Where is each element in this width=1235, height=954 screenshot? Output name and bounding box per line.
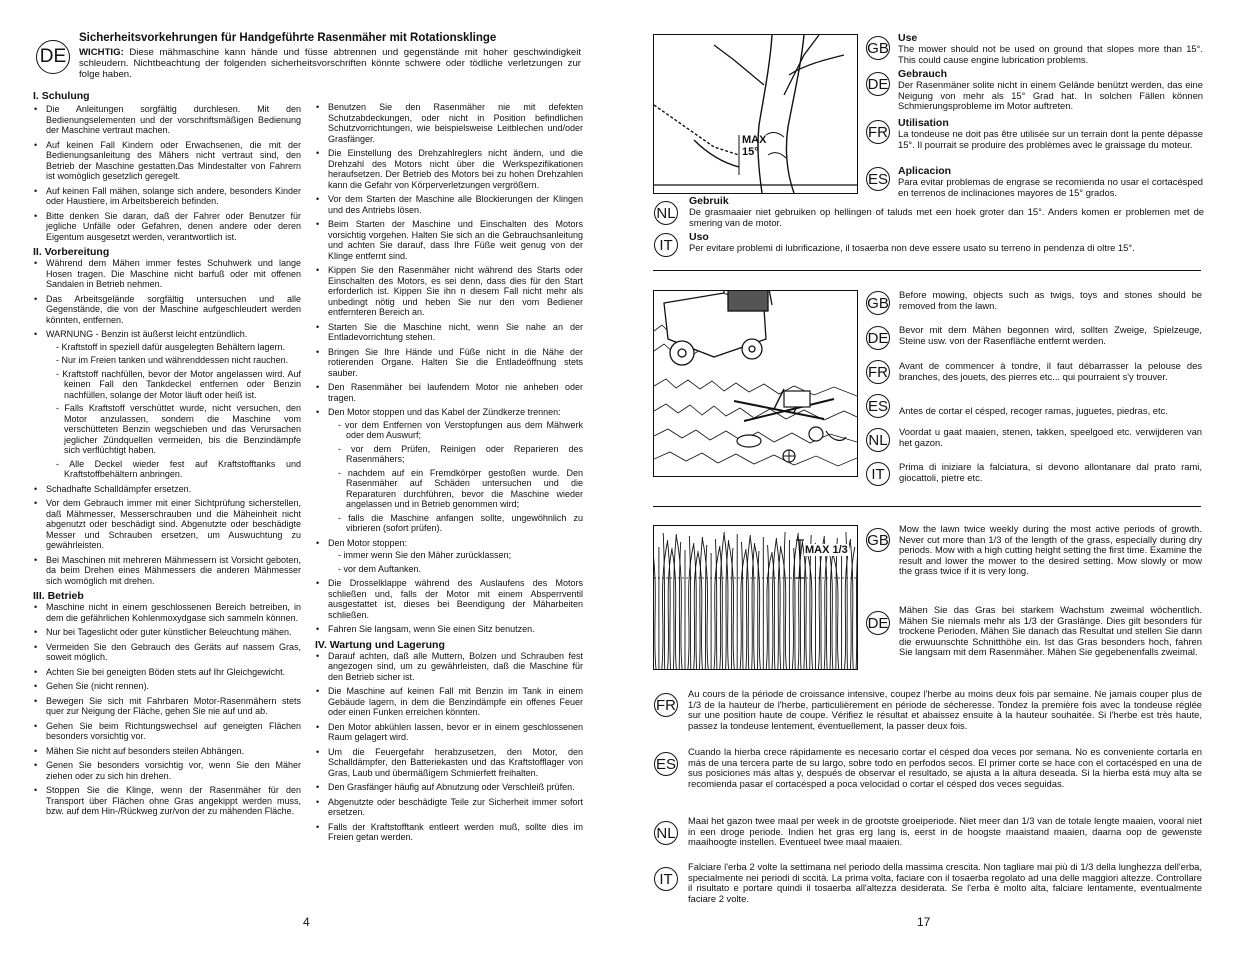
language-badge-gb: GB: [866, 291, 890, 315]
slope-heading: Aplicacion: [898, 165, 952, 177]
language-badge-de: DE: [866, 611, 890, 635]
sub-item: - Kraftstoff in speziell dafür ausgelegten Behältern lagern.: [56, 341, 285, 352]
sub-item: - Nur im Freien tanken und währenddessen nicht rauchen.: [56, 355, 289, 365]
warning-label: WICHTIG:: [79, 47, 124, 58]
language-badge-fr: FR: [866, 120, 890, 144]
clear-lawn-text-fr: Avant de commencer à tondre, il faut débarrasser la pelouse des branches, des jouets, des pierres etc... qui pourraient s'y trouver.: [899, 360, 1202, 382]
section-heading-schulung: I. Schulung: [33, 90, 90, 102]
slope-block-nl: [689, 196, 1204, 228]
list-item: • Auf keinen Fall mähen, solange sich andere, besonders Kinder oder Haustiere, im Arbeitsbereich befinden.: [33, 186, 301, 207]
list-item: • Bewegen Sie sich mit Fahrbaren Motor-Rasenmähern stets quer zur Neigung der Fläche, gehen Sie nie auf und ab.: [33, 696, 301, 717]
list-item: • Kippen Sie den Rasenmäher nicht während des Starts oder Einschalten des Motors, es sei denn, dass dies für den Start erforderlich ist. Kippen Sie ihn n diesem Fall nicht mehr als unbedingt nötig und heben Sie nur den vom Bediener entfernteren Bereich an.: [315, 265, 583, 318]
list-item: • Darauf achten, daß alle Muttern, Bolzen und Schrauben fest angezogen sind, um zu gewährleisten, daß die Maschine für den Betrieb sicher ist.: [315, 651, 583, 683]
list-item: • Falls der Kraftstofftank entleert werden muß, sollte dies im Freien getan werden.: [315, 822, 583, 843]
clear-lawn-text-it: Prima di iniziare la falciatura, si devono allontanare dal prato rami, giocattoli, pietre etc.: [899, 461, 1202, 483]
list-item: [33, 329, 301, 480]
list-item-text: Den Motor stoppen und das Kabel der Zündkerze trennen:: [328, 407, 561, 417]
tree-on-slope-icon: [654, 35, 857, 193]
list-item: • Den Motor abkühlen lassen, bevor er in einem geschlossenen Raum gelagert wird.: [315, 722, 583, 743]
trennen-sublist: [328, 420, 583, 534]
list-item: • Vor dem Starten der Maschine alle Blockierungen der Klingen und des Antriebs lösen.: [315, 194, 583, 215]
list-item: • Beim Starten der Maschine und Einschalten des Motors vorsichtig vorgehen. Halten Sie sich an die Gebrauchsanleitung und achten Sie darauf, dass Ihre Füße weit genug von der Klinge entfernt sind.: [315, 219, 583, 261]
slope-heading: Uso: [689, 231, 709, 243]
list-item: • Maschine nicht in einem geschlossenen Bereich betreiben, in dem die gefährlichen Kohlenmoxydgase sich sammeln können.: [33, 602, 301, 623]
list-item: [315, 407, 583, 534]
page-title: Sicherheitsvorkehrungen für Handgeführte Rasenmäher mit Rotationsklinge: [79, 32, 497, 44]
warning-text: Diese mähmaschine kann hände und füsse abtrennen und gegenstände mit hoher geschwindigkeit schleudern. Nichtbeachtung der folgenden sicherheitsvorschriften könnte schwere oder tödliche verletzungen zur folge haben.: [79, 47, 581, 80]
language-badge-fr: FR: [866, 360, 890, 384]
slope-text: Der Rasenmäner solite nicht in einem Gelände benützt werden, das eine Neigung von mehr als 15° Grad hat. In solchen Fällen können Schmierungsprobleme im Motor auftreten.: [898, 79, 1203, 112]
section-heading-betrieb: III. Betrieb: [33, 590, 84, 602]
list-item: • Vor dem Gebrauch immer mit einer Sichtprüfung sicherstellen, daß Mähmesser, Messerschrauben und die Mäheinheit nicht abgenutzt oder beschädigt sind. Abgenutzte oder beschädigte Messer und Schrauben ersetzen, um Auswuchtung zu gewährleisten.: [33, 498, 301, 551]
left-column-2: [315, 102, 583, 847]
clear-lawn-text-gb: Before mowing, objects such as twigs, toys and stones should be removed from the lawn.: [899, 289, 1202, 311]
list-item: • Die Einstellung des Drehzahlreglers nicht ändern, und die Drehzahl des Motors nicht über die Werkspezifikationen heraufsetzen. Der Betrieb des Motors bei zu hohen Drehzahlen kann die Gefahr von Körperverletzungen vergrößern.: [315, 148, 583, 190]
wartung-list: [315, 651, 583, 843]
language-badge-es: ES: [866, 167, 890, 191]
mow-text-it: Falciare l'erba 2 volte la settimana nel periodo della massima crescita. Non tagliare mai più di 1/3 della lunghezza dell'erba, specialmente nei periodi di sccità. La prima volta, faciare con il tosaerba regolato ad una delle maggiori altezze. Controllare il risultato e portare quindi il tosaerba all'altezza desiderata. Se l'erba è molto alta, falciare lentamente, eventualmente faciare 2 volte.: [688, 861, 1202, 904]
section-divider: [653, 270, 1201, 271]
list-item: • Gehen Sie (nicht rennen).: [33, 681, 301, 692]
mow-text-es: Cuando la hierba crece rápidamente es necesario cortar el césped doa veces por semana. No es conveniente cortarla en más de una tercera parte de su largo, sobre todo en perfodos secos. El primer corte se hace con el cortacésped en una de sus posiciones más altas y, después de observar el resultado, se ajusta a la altura deseada. Si la hierba está muy alta se recomienda pasar el cortacésped a poca velocidad o cortar el césped dos veces seguidas.: [688, 746, 1202, 789]
max-cut-label: MAX 1/3: [805, 544, 848, 556]
mow-text-gb: Mow the lawn twice weekly during the most active periods of growth. Never cut more than 1/3 of the length of the grass, especially during dry periods. Mow with a high cutting height setting the first time. Examine the result and lower the mower to the desired setting. Mow slowly or mow the grass twice if it is very long.: [899, 523, 1202, 577]
sub-item: - immer wenn Sie den Mäher zurücklassen;: [338, 550, 512, 560]
page-number-left: 4: [303, 915, 310, 929]
language-badge-es: ES: [654, 752, 678, 776]
list-item: • Nur bei Tageslicht oder guter künstlicher Beleuchtung mähen.: [33, 627, 301, 638]
grass-height-illustration: [653, 525, 858, 670]
lawn-objects-illustration: [653, 290, 858, 477]
mower-with-toys-icon: [654, 291, 857, 476]
section-divider: [653, 506, 1201, 507]
schulung-list: [33, 104, 301, 242]
list-item: • Mähen Sie nicht auf besonders steilen Abhängen.: [33, 746, 301, 757]
slope-block-es: [898, 166, 1203, 198]
sub-item: - Falls Kraftstoff verschüttet wurde, nicht versuchen, den Motor anzulassen, sondern die Maschine vom verschütteten Benzin wegschieben und das Verursachen jeglicher Zündquellen vermeiden, bis die Benzindämpfe sich verflüchtigt haben.: [56, 403, 301, 455]
mow-text-nl: Maai het gazon twee maal per week in de grootste groeiperiode. Niet meer dan 1/3 van de totale lengte maaien, vooral niet in een droge periode. Indien het gras erg lang is, eerst in de hoogste maaistand maaien, daarna oop de gewenste maaihoogte instellen. Eventueel twee maal maaien.: [688, 815, 1202, 848]
list-item: • Fahren Sie langsam, wenn Sie einen Sitz benutzen.: [315, 624, 583, 635]
slope-heading: Gebruik: [689, 195, 729, 207]
sub-item: - vor dem Auftanken.: [338, 563, 422, 574]
benzin-sublist: [46, 342, 301, 480]
list-item: • Den Grasfänger häufig auf Abnutzung oder Verschleiß prüfen.: [315, 782, 583, 793]
language-badge-de: DE: [36, 40, 70, 74]
slope-block-gb: [898, 33, 1203, 65]
list-item: • Achten Sie bei geneigten Böden stets auf Ihr Gleichgewicht.: [33, 667, 301, 678]
list-item: • Stoppen Sie die Klinge, wenn der Rasenmäher für den Transport über Flächen ohne Gras angekippt werden muss, bzw. auf dem Hin-/Rückweg zur/von der zu mähenden Fläche.: [33, 785, 301, 817]
slope-block-fr: [898, 118, 1203, 150]
list-item: [315, 538, 583, 575]
slope-heading: Utilisation: [898, 117, 949, 129]
sub-item: - vor dem Entfernen von Verstopfungen aus dem Mähwerk oder dem Auswurf;: [338, 419, 583, 440]
list-item: • Bitte denken Sie daran, daß der Fahrer oder Benutzer für jegliche Unfälle oder Gefahren, denen andere oder deren Eigentum ausgesetzt werden, verantwortlich ist.: [33, 211, 301, 243]
language-badge-nl: NL: [866, 428, 890, 452]
slope-text: Per evitare problemi di lubrificazione, il tosaerba non deve essere usato su terreno in pendenza di oltre 15°.: [689, 242, 1135, 253]
sub-item: - Kraftstoff nachfüllen, bevor der Motor angelassen wird. Auf keinen Fall den Tankdeckel entfernen oder Benzin nachfüllen, solange der Motor läuft oder heiß ist.: [56, 368, 301, 400]
list-item: • Die Drosselklappe während des Auslaufens des Motors schließen und, falls der Motor mit einem Absperrventil ausgestattet ist, dieses bei Beendigung der Mäharbeiten schließen.: [315, 578, 583, 620]
list-item: • Genen Sie besonders vorsichtig vor, wenn Sie den Mäher ziehen oder zu sich hin drehen.: [33, 760, 301, 781]
list-item: • Die Maschine auf keinen Fall mit Benzin im Tank in einem Gebäude lagern, in dem die Benzindämpfe ein offenes Feuer oder einen Funken erreichen könnten.: [315, 686, 583, 718]
mow-text-fr: Au cours de la période de croissance intensive, coupez l'herbe au moins deux fois par semaine. Ne jamais couper plus de 1/3 de la hauteur de l'herbe, particulièrement en période de sécheresse. Tondez la première fois avec la tondeuse réglée sur une position haute de coupe. Vérifiez le résultat et abaissez ensuite à la hauteur souhaitée. Si l'herbe est très haute, passez la tondeuse lentement, éventuellement, la passer deux fois.: [688, 688, 1202, 731]
sub-item: - vor dem Prüfen, Reinigen oder Reparieren des Rasenmähers;: [338, 443, 583, 464]
slope-text: Para evitar problemas de engrase se recomienda no usar el cortacésped en terrenos de inclinaciones mayores de 15° grados.: [898, 176, 1203, 198]
language-badge-it: IT: [654, 233, 678, 257]
betrieb-list-col1: [33, 602, 301, 817]
language-badge-gb: GB: [866, 528, 890, 552]
max-slope-label: MAX 15°: [742, 134, 767, 158]
slope-heading: Gebrauch: [898, 68, 948, 80]
slope-block-it: [689, 232, 1204, 254]
language-badge-nl: NL: [654, 201, 678, 225]
clear-lawn-text-nl: Voordat u gaat maaien, stenen, takken, speelgoed etc. verwijderen van het gazon.: [899, 426, 1202, 448]
list-item: • Bringen Sie Ihre Hände und Füße nicht in die Nähe der rotierenden Organe. Halten Sie die Entladeöffnung stets sauber.: [315, 347, 583, 379]
list-item: • Benutzen Sie den Rasenmäher nie mit defekten Schutzabdeckungen, oder nicht in Position befindlichen Schutzvorrichtungen, wie beispielsweise Leitblechen und/oder Grasfänger.: [315, 102, 583, 144]
sub-item: - falls die Maschine anfangen sollte, ungewöhnlich zu vibrieren (sofort prüfen).: [338, 512, 583, 533]
list-item: • Um die Feuergefahr herabzusetzen, den Motor, den Schalldämpfer, den Batteriekasten und das Kraftstofflager von Gras, Laub und übermäßigem Schmierfett freihalten.: [315, 747, 583, 779]
betrieb-list-col2: [315, 102, 583, 635]
language-badge-fr: FR: [654, 693, 678, 717]
list-item: • Das Arbeitsgelände sorgfältig untersuchen und alle Gegenstände, die von der Maschine aufgeschleudert werden könnten, entfernen.: [33, 294, 301, 326]
section-heading-wartung: IV. Wartung und Lagerung: [315, 638, 445, 651]
sub-item: - nachdem auf ein Fremdkörper gestoßen wurde. Den Rasenmäher auf Schäden untersuchen und die Reparaturen durchführen, bevor die Maschine wieder angelassen und in Betrieb genommen wird;: [338, 467, 583, 509]
vorbereitung-list: [33, 258, 301, 586]
list-item: • Vermeiden Sie den Gebrauch des Geräts auf nassem Gras, soweit möglich.: [33, 642, 301, 663]
list-item: • Während dem Mähen immer festes Schuhwerk und lange Hosen tragen. Die Maschine nicht barfuß oder mit offenen Sandalen in Betrieb nehmen.: [33, 258, 301, 290]
slope-text: The mower should not be used on ground that slopes more than 15°. This could cause engine lubrication problems.: [898, 43, 1203, 65]
language-badge-gb: GB: [866, 36, 890, 60]
page-number-right: 17: [917, 915, 931, 929]
list-item: • Abgenutzte oder beschädigte Teile zur Sicherheit immer sofort ersetzen.: [315, 797, 583, 818]
list-item: • Den Rasenmäher bei laufendem Motor nie anheben oder tragen.: [315, 382, 583, 403]
list-item: • Bei Maschinen mit mehreren Mähmessern ist Vorsicht geboten, da beim Drehen eines Mähmessers die anderen Mähmesser sich womöglich mit drehen.: [33, 555, 301, 587]
stoppen-sublist: [328, 550, 583, 574]
left-column-1: [33, 90, 301, 821]
language-badge-it: IT: [654, 867, 678, 891]
language-badge-de: DE: [866, 72, 890, 96]
language-badge-de: DE: [866, 326, 890, 350]
list-item: • Die Anleitungen sorgfältig durchlesen. Mit den Bedienungselementen und der vorschriftsmäßigen Bedienung der Maschine vertraut machen.: [33, 104, 301, 136]
list-item-text: Den Motor stoppen:: [328, 537, 408, 548]
slope-text: La tondeuse ne doit pas être utilisée sur un terrain dont la pente dépasse 15°. Il pourrait se produire des problèmes avec le graissage du moteur.: [898, 128, 1203, 150]
list-item: • Auf keinen Fall Kindern oder Erwachsenen, die mit der Bedienungsanleitung des Mähers nicht vertraut sind, den Betrieb der Maschine gestatten.Das Mindestalter von Fahrern ist womöglich gesetzlich geregelt.: [33, 140, 301, 182]
warning-paragraph: [79, 47, 581, 80]
list-item: • Gehen Sie beim Richtungswechsel auf geneigten Flächen besonders vorsichtig vor.: [33, 721, 301, 742]
language-badge-it: IT: [866, 462, 890, 486]
slope-block-de: [898, 69, 1203, 112]
language-badge-es: ES: [866, 394, 890, 418]
list-item-text: WARNUNG - Benzin ist äußerst leicht entzündlich.: [46, 329, 248, 339]
slope-illustration: [653, 34, 858, 194]
language-badge-nl: NL: [654, 821, 678, 845]
sub-item: - Alle Deckel wieder fest auf Kraftstofftanks und Kraftstoffbehältern anbringen.: [56, 458, 301, 479]
slope-heading: Use: [898, 32, 918, 44]
list-item: • Starten Sie die Maschine nicht, wenn Sie nahe an der Entladevorrichtung stehen.: [315, 322, 583, 343]
mow-text-de: Mähen Sie das Gras bei starkem Wachstum zweimal wöchentlich. Mähen Sie niemals mehr als 1/3 der Graslänge. Dies gilt besonders für trockene Perioden. Mähen Sie danach das Resultat und stellen Sie dann die erwuunschte Schnitthöhe ein. Ist das Gras besonders hoch, fahren Sie langsam mit dem Rasenmäher. Mähen Sie gegebenenfalls zweimal.: [899, 604, 1202, 658]
list-item: • Schadhafte Schalldämpfer ersetzen.: [33, 484, 301, 495]
section-heading-vorbereitung: II. Vorbereitung: [33, 246, 110, 258]
clear-lawn-text-es: Antes de cortar el césped, recoger ramas, juguetes, piedras, etc.: [899, 405, 1168, 416]
clear-lawn-text-de: Bevor mit dem Mähen begonnen wird, sollten Zweige, Spielzeuge, Steine usw. von der Rasenfläche entfernt werden.: [899, 324, 1202, 346]
slope-text: De grasmaaier niet gebruiken op hellingen of taluds met een hoek groter dan 15°. Anders komen er problemen met de smering van de motor.: [689, 206, 1204, 228]
